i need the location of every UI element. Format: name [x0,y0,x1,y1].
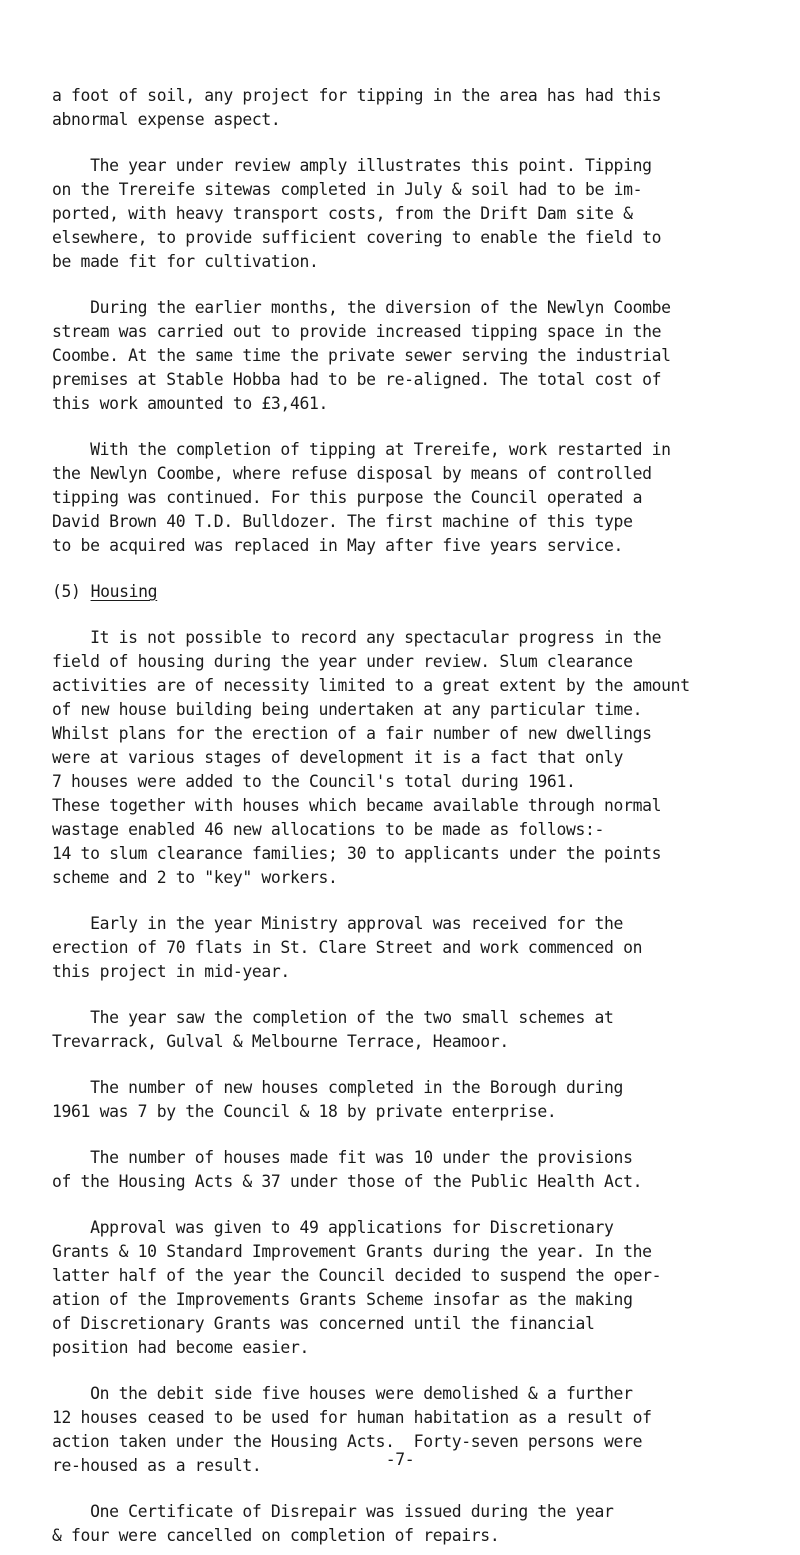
text-line: tipping was continued. For this purpose the Council operated a [52,488,643,507]
text-line: Early in the year Ministry approval was received for the [52,914,624,933]
text-line: David Brown 40 T.D. Bulldozer. The first machine of this type [52,512,633,531]
text-line: & four were cancelled on completion of repairs. [52,1526,500,1545]
paragraph-bulldozer [52,438,764,558]
text-line: During the earlier months, the diversion of the Newlyn Coombe [52,298,671,317]
paragraph-tipping-intro [52,84,764,132]
paragraph-housing-progress [52,626,764,890]
document-page [52,84,764,1548]
text-line: These together with houses which became available through normal [52,796,662,815]
text-line: 12 houses ceased to be used for human habitation as a result of [52,1408,652,1427]
text-line: Whilst plans for the erection of a fair number of new dwellings [52,724,652,743]
text-line: Approval was given to 49 applications for Discretionary [52,1218,614,1237]
paragraph-small-schemes [52,1006,764,1054]
text-line: of Discretionary Grants was concerned until the financial [52,1314,595,1333]
text-line: erection of 70 flats in St. Clare Street and work commenced on [52,938,643,957]
text-line: re-housed as a result. [52,1456,262,1475]
text-line: Coombe. At the same time the private sewer serving the industrial [52,346,671,365]
text-line: the Newlyn Coombe, where refuse disposal by means of controlled [52,464,652,483]
paragraph-grants [52,1216,764,1360]
text-line: On the debit side five houses were demolished & a further [52,1384,633,1403]
text-line: ation of the Improvements Grants Scheme insofar as the making [52,1290,633,1309]
paragraph-houses-made-fit [52,1146,764,1194]
section-heading-housing [52,580,764,604]
text-line: on the Trereife sitewas completed in July & soil had to be im- [52,180,643,199]
text-line: One Certificate of Disrepair was issued during the year [52,1502,614,1521]
text-line: It is not possible to record any spectacular progress in the [52,628,662,647]
text-line: abnormal expense aspect. [52,110,281,129]
paragraph-disrepair [52,1500,764,1548]
text-line: were at various stages of development it is a fact that only [52,748,624,767]
text-line: stream was carried out to provide increased tipping space in the [52,322,662,341]
text-line: this work amounted to £3,461. [52,394,329,413]
text-line: The number of houses made fit was 10 under the provisions [52,1148,633,1167]
text-line: 1961 was 7 by the Council & 18 by private enterprise. [52,1102,557,1121]
text-line: scheme and 2 to "key" workers. [52,868,338,887]
text-line: field of housing during the year under review. Slum clearance [52,652,633,671]
text-line: ported, with heavy transport costs, from the Drift Dam site & [52,204,633,223]
text-line: latter half of the year the Council decided to suspend the oper- [52,1266,662,1285]
text-line: With the completion of tipping at Trereife, work restarted in [52,440,671,459]
paragraph-newlyn-coombe [52,296,764,416]
text-line: of new house building being undertaken at any particular time. [52,700,643,719]
page-number: -7- [385,1450,415,1469]
text-line: activities are of necessity limited to a great extent by the amount [52,676,690,695]
paragraph-new-houses [52,1076,764,1124]
text-line: elsewhere, to provide sufficient covering to enable the field to [52,228,662,247]
text-line: 14 to slum clearance families; 30 to applicants under the points [52,844,662,863]
text-line: wastage enabled 46 new allocations to be made as follows:- [52,820,605,839]
text-line: be made fit for cultivation. [52,252,319,271]
text-line: 7 houses were added to the Council's total during 1961. [52,772,576,791]
text-line: this project in mid-year. [52,962,290,981]
paragraph-ministry-approval [52,912,764,984]
text-line: The year saw the completion of the two small schemes at [52,1008,614,1027]
text-line: The year under review amply illustrates this point. Tipping [52,156,652,175]
text-line: Trevarrack, Gulval & Melbourne Terrace, Heamoor. [52,1032,509,1051]
text-line: a foot of soil, any project for tipping in the area has had this [52,86,662,105]
text-line: Grants & 10 Standard Improvement Grants during the year. In the [52,1242,652,1261]
text-line: of the Housing Acts & 37 under those of the Public Health Act. [52,1172,643,1191]
text-line: position had become easier. [52,1338,309,1357]
paragraph-trereife [52,154,764,274]
text-line: action taken under the Housing Acts. Forty-seven persons were [52,1432,643,1451]
section-number: (5) [52,582,81,601]
text-line: The number of new houses completed in the Borough during [52,1078,624,1097]
text-line: to be acquired was replaced in May after five years service. [52,536,624,555]
section-title: Housing [90,582,158,601]
text-line: premises at Stable Hobba had to be re-aligned. The total cost of [52,370,662,389]
